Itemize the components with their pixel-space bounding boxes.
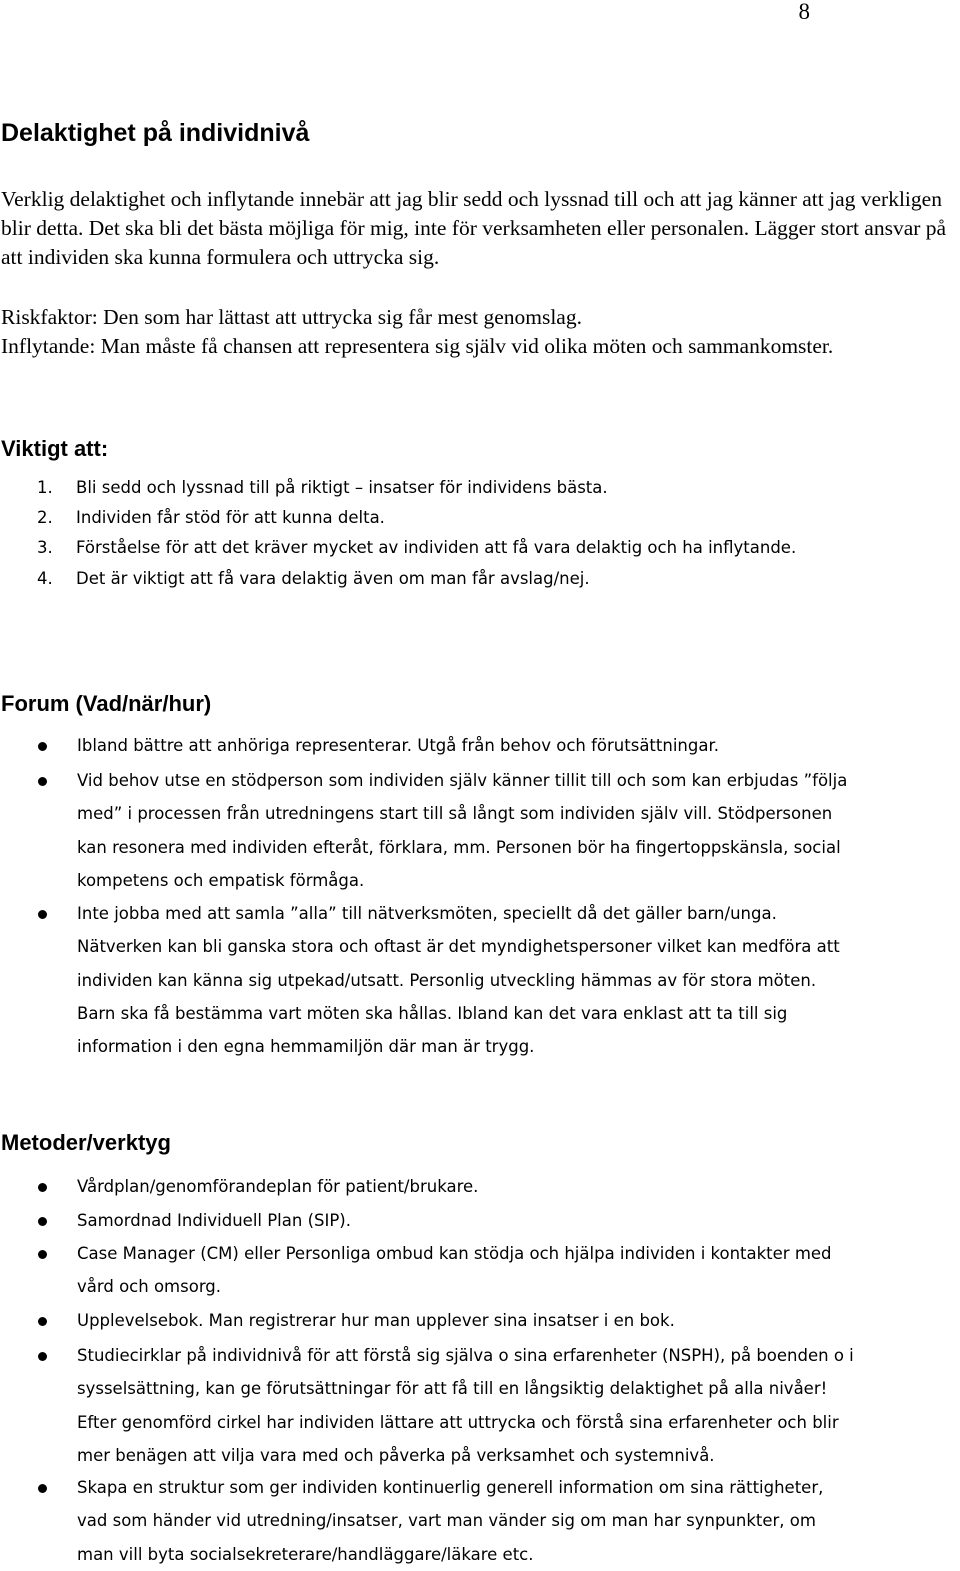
- list-item-text: Upplevelsebok. Man registrerar hur man upplever sina insatser i en bok.: [77, 1311, 675, 1330]
- item-number: 4.: [37, 569, 53, 588]
- list-item-text: Case Manager (CM) eller Personliga ombud kan stödja och hjälpa individen i kontakter med vård och omsorg.: [77, 1244, 832, 1297]
- list-item-text: Inte jobba med att samla ”alla” till nätverksmöten, speciellt då det gäller barn/unga. Nätverken kan bli ganska stora och oftast är det myndighetspersoner vilket kan medföra att individen kan känna sig utpekad/utsatt. Personlig utveckling hämmas av för stora möten. Barn ska få bestämma vart möten ska hållas. Ibland kan det vara enklast att ta till sig information i den egna hemmamiljön där man är trygg.: [77, 904, 840, 1057]
- item-number: 2.: [37, 508, 53, 527]
- bullet-icon: [38, 1217, 47, 1226]
- metoder-heading: Metoder/verktyg: [1, 1130, 171, 1155]
- item-number: 3.: [37, 538, 53, 557]
- list-item-text: Ibland bättre att anhöriga representerar. Utgå från behov och förutsättningar.: [77, 736, 719, 755]
- bullet-icon: [38, 1250, 47, 1259]
- bullet-icon: [38, 1484, 47, 1493]
- riskfaktor-paragraph: Riskfaktor: Den som har lättast att uttrycka sig får mest genomslag.: [1, 305, 582, 329]
- bullet-icon: [38, 910, 47, 919]
- bullet-icon: [38, 1317, 47, 1326]
- intro-paragraph: Verklig delaktighet och inflytande innebär att jag blir sedd och lyssnad till och att jag känner att jag verkligen blir detta. Det ska bli det bästa möjliga för mig, inte för verksamheten eller personalen. Lägger stort ansvar på att individen ska kunna formulera och uttrycka sig.: [1, 187, 947, 269]
- forum-heading: Forum (Vad/när/hur): [1, 691, 212, 716]
- list-item-text: Samordnad Individuell Plan (SIP).: [77, 1211, 351, 1230]
- bullet-icon: [38, 742, 47, 751]
- inflytande-paragraph: Inflytande: Man måste få chansen att representera sig själv vid olika möten och sammankomster.: [1, 334, 834, 358]
- item-text: Bli sedd och lyssnad till på riktigt – insatser för individens bästa.: [76, 478, 608, 497]
- item-text: Förståelse för att det kräver mycket av individen att få vara delaktig och ha inflytande.: [76, 538, 797, 557]
- item-number: 1.: [37, 478, 53, 497]
- item-text: Det är viktigt att få vara delaktig även om man får avslag/nej.: [76, 569, 590, 588]
- bullet-icon: [38, 1183, 47, 1192]
- item-text: Individen får stöd för att kunna delta.: [76, 508, 385, 527]
- page-number: 8: [798, 0, 810, 24]
- list-item-text: Skapa en struktur som ger individen kontinuerlig generell information om sina rättigheter, vad som händer vid utredning/insatser, vart man vänder sig om man har synpunkter, om man vill byta socialsekreterare/handläggare/läkare etc.: [77, 1478, 824, 1564]
- page-title: Delaktighet på individnivå: [1, 119, 310, 147]
- bullet-icon: [38, 1352, 47, 1361]
- bullet-icon: [38, 777, 47, 786]
- viktigt-heading: Viktigt att:: [1, 436, 109, 461]
- list-item-text: Studiecirklar på individnivå för att förstå sig själva o sina erfarenheter (NSPH), på boenden o i sysselsättning, kan ge förutsättningar för att få till en långsiktig delaktighet på alla nivåer! Efter genomförd cirkel har individen lättare att uttrycka och förstå sina erfarenheter och blir mer benägen att vilja vara med och påverka på verksamhet och systemnivå.: [77, 1346, 854, 1465]
- list-item-text: Vid behov utse en stödperson som individen själv känner tillit till och som kan erbjudas ”följa med” i processen från utredningens start till så långt som individen själv vill. Stödpersonen kan resonera med individen efteråt, förklara, mm. Personen bör ha fingertoppskänsla, social kompetens och empatisk förmåga.: [77, 771, 848, 890]
- list-item-text: Vårdplan/genomförandeplan för patient/brukare.: [77, 1177, 479, 1196]
